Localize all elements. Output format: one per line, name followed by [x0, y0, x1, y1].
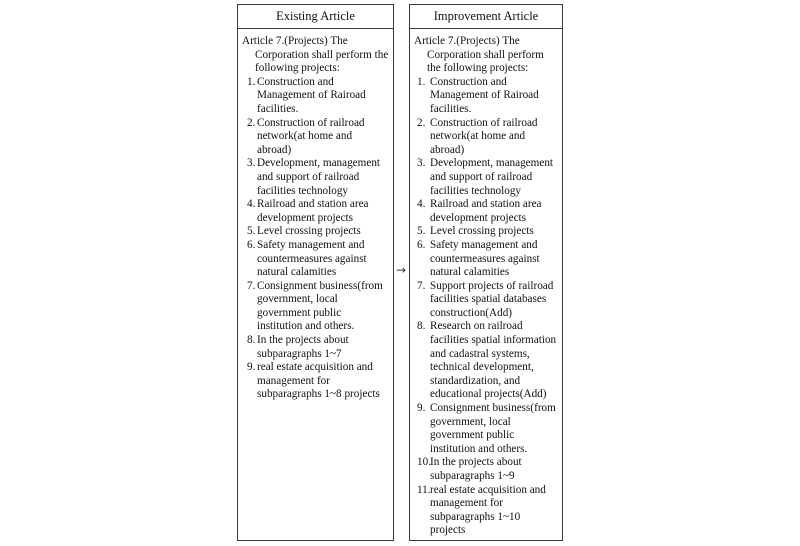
existing-article-body — [238, 29, 393, 402]
item-number: 2. — [417, 116, 426, 129]
right-arrow-icon: → — [395, 263, 407, 277]
list-item — [414, 484, 558, 538]
item-number: 3. — [247, 157, 256, 170]
item-text: Construction of railroad network(at home and abroad) — [430, 116, 538, 156]
existing-article-panel — [237, 4, 394, 541]
item-text: Support projects of railroad facilities spatial databases construction(Add) — [430, 279, 554, 319]
list-item — [242, 198, 389, 225]
item-text: Safety management and countermeasures against natural calamities — [257, 238, 367, 279]
list-item — [414, 76, 558, 117]
improvement-article-body — [410, 29, 562, 538]
list-item — [414, 456, 558, 483]
item-text: Level crossing projects — [257, 225, 361, 238]
list-item — [242, 239, 389, 280]
item-text: Development, management and support of railroad facilities technology — [257, 157, 381, 197]
improvement-article-panel — [409, 4, 563, 541]
item-number: 8. — [417, 320, 426, 333]
existing-article-intro: Article 7.(Projects) The Corporation shall perform the following projects: — [242, 35, 389, 75]
item-text: Railroad and station area development projects — [257, 198, 369, 224]
list-item — [242, 225, 389, 239]
item-number: 7. — [417, 279, 426, 292]
item-text: Safety management and countermeasures against natural calamities — [430, 238, 540, 279]
item-text: Construction of railroad network(at home and abroad) — [257, 116, 365, 156]
item-text: Consignment business(from government, local government public institution and others. — [430, 402, 556, 455]
item-number: 9. — [247, 361, 256, 374]
item-text: In the projects about subparagraphs 1~9 — [430, 456, 522, 482]
improvement-article-header: Improvement Article — [410, 5, 562, 29]
item-number: 9. — [417, 402, 426, 415]
item-text: Level crossing projects — [430, 225, 534, 238]
improvement-article-intro: Article 7.(Projects) The Corporation shall perform the following projects: — [414, 35, 544, 75]
item-number: 7. — [247, 279, 256, 292]
item-number: 8. — [247, 334, 256, 347]
existing-article-header: Existing Article — [238, 5, 393, 29]
list-item — [414, 225, 558, 239]
item-number: 6. — [247, 238, 256, 251]
item-number: 4. — [417, 198, 426, 211]
list-item — [414, 157, 558, 198]
item-text: In the projects about subparagraphs 1~7 — [257, 334, 349, 360]
item-text: Consignment business(from government, local government public institution and others. — [257, 279, 383, 333]
item-text: Development, management and support of railroad facilities technology — [430, 157, 554, 197]
list-item — [242, 157, 389, 198]
item-number: 1. — [417, 75, 426, 88]
improvement-article-list — [414, 76, 558, 538]
list-item — [242, 280, 389, 334]
list-item — [414, 198, 558, 225]
list-item — [414, 320, 558, 402]
item-text: real estate acquisition and management for subparagraphs 1~8 projects — [257, 361, 380, 401]
list-item — [414, 239, 558, 280]
item-number: 5. — [247, 225, 256, 238]
list-item — [414, 402, 558, 456]
item-number: 10. — [417, 456, 431, 469]
item-number: 4. — [247, 198, 256, 211]
list-item — [242, 76, 389, 117]
item-number: 2. — [247, 116, 256, 129]
list-item — [414, 117, 558, 158]
item-number: 1. — [247, 75, 256, 88]
existing-article-list — [242, 76, 389, 402]
item-number: 3. — [417, 157, 426, 170]
item-number: 6. — [417, 238, 426, 251]
item-text: real estate acquisition and management for subparagraphs 1~10 projects — [430, 483, 546, 537]
item-text: Construction and Management of Rairoad facilities. — [430, 75, 539, 115]
item-number: 11. — [417, 483, 431, 496]
list-item — [414, 280, 558, 321]
item-number: 5. — [417, 225, 426, 238]
list-item — [242, 117, 389, 158]
list-item — [242, 334, 389, 361]
list-item — [242, 361, 389, 402]
item-text: Railroad and station area development projects — [430, 198, 542, 224]
item-text: Construction and Management of Rairoad facilities. — [257, 75, 366, 115]
item-text: Research on railroad facilities spatial information and cadastral systems, technical development, standardization, and educational projects(Add) — [430, 320, 557, 401]
